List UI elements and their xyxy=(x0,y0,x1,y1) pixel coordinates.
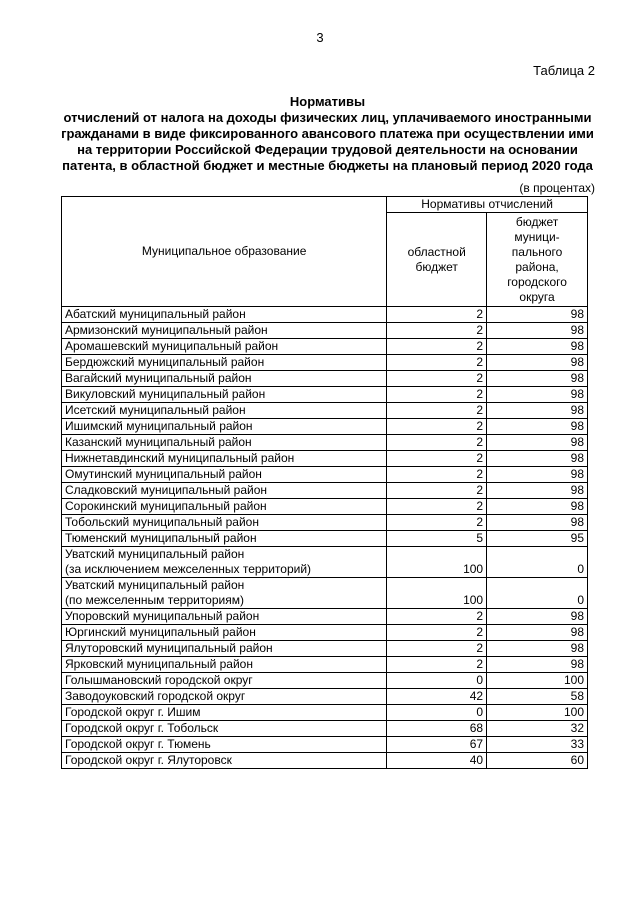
regional-budget-value: 40 xyxy=(387,753,487,769)
regional-budget-value: 2 xyxy=(387,339,487,355)
municipality-name: Городской округ г. Тюмень xyxy=(62,737,387,753)
municipal-budget-value: 95 xyxy=(487,531,588,547)
regional-budget-value: 0 xyxy=(387,673,487,689)
municipality-name: Упоровский муниципальный район xyxy=(62,609,387,625)
document-title xyxy=(40,94,615,174)
municipal-budget-value: 98 xyxy=(487,403,588,419)
table-row xyxy=(62,737,588,753)
regional-budget-value: 2 xyxy=(387,419,487,435)
municipal-budget-value: 98 xyxy=(487,657,588,673)
municipal-budget-value: 98 xyxy=(487,625,588,641)
municipality-name: Абатский муниципальный район xyxy=(62,307,387,323)
regional-budget-value: 42 xyxy=(387,689,487,705)
table-row xyxy=(62,355,588,371)
municipal-budget-value: 98 xyxy=(487,515,588,531)
regional-budget-value: 2 xyxy=(387,451,487,467)
municipal-budget-value: 98 xyxy=(487,355,588,371)
municipality-name: Городской округ г. Тобольск xyxy=(62,721,387,737)
table-row xyxy=(62,673,588,689)
regional-budget-value: 2 xyxy=(387,641,487,657)
municipal-budget-value: 98 xyxy=(487,339,588,355)
table-row xyxy=(62,753,588,769)
table-row xyxy=(62,403,588,419)
header-norms: Нормативы отчислений xyxy=(387,197,588,213)
table-row xyxy=(62,689,588,705)
regional-budget-value: 2 xyxy=(387,403,487,419)
regional-budget-value: 2 xyxy=(387,609,487,625)
norms-table xyxy=(61,196,588,769)
municipality-name: Омутинский муниципальный район xyxy=(62,467,387,483)
municipality-name: Исетский муниципальный район xyxy=(62,403,387,419)
table-label: Таблица 2 xyxy=(533,63,595,78)
municipality-name: Викуловский муниципальный район xyxy=(62,387,387,403)
regional-budget-value: 2 xyxy=(387,499,487,515)
municipality-name: Тюменский муниципальный район xyxy=(62,531,387,547)
municipal-budget-value: 98 xyxy=(487,371,588,387)
municipality-name: Сорокинский муниципальный район xyxy=(62,499,387,515)
regional-budget-value: 2 xyxy=(387,307,487,323)
municipal-budget-value: 33 xyxy=(487,737,588,753)
table-row xyxy=(62,467,588,483)
municipal-budget-value: 98 xyxy=(487,451,588,467)
regional-budget-value: 68 xyxy=(387,721,487,737)
regional-budget-value: 100 xyxy=(387,578,487,609)
page-number: 3 xyxy=(316,30,324,45)
municipal-budget-value: 98 xyxy=(487,419,588,435)
title-line: на территории Российской Федерации трудовой деятельности на основании xyxy=(77,142,578,157)
municipal-budget-value: 98 xyxy=(487,483,588,499)
municipal-budget-value: 98 xyxy=(487,641,588,657)
table-row xyxy=(62,641,588,657)
regional-budget-value: 2 xyxy=(387,483,487,499)
municipality-name: Голышмановский городской округ xyxy=(62,673,387,689)
municipality-name: Аромашевский муниципальный район xyxy=(62,339,387,355)
regional-budget-value: 2 xyxy=(387,657,487,673)
municipality-name: Сладковский муниципальный район xyxy=(62,483,387,499)
unit-note: (в процентах) xyxy=(519,181,595,195)
table-row xyxy=(62,307,588,323)
municipality-name: Тобольский муниципальный район xyxy=(62,515,387,531)
table-row xyxy=(62,547,588,578)
title-line: патента, в областной бюджет и местные бюджеты на плановый период 2020 года xyxy=(62,158,593,173)
table-body xyxy=(62,307,588,769)
municipal-budget-value: 100 xyxy=(487,673,588,689)
municipality-name: Казанский муниципальный район xyxy=(62,435,387,451)
municipal-budget-value: 32 xyxy=(487,721,588,737)
municipality-name: Ялуторовский муниципальный район xyxy=(62,641,387,657)
municipal-budget-value: 98 xyxy=(487,499,588,515)
municipality-name: Юргинский муниципальный район xyxy=(62,625,387,641)
table-row xyxy=(62,371,588,387)
municipal-budget-value: 98 xyxy=(487,467,588,483)
table-row xyxy=(62,578,588,609)
table-row xyxy=(62,499,588,515)
municipal-budget-value: 60 xyxy=(487,753,588,769)
municipal-budget-value: 0 xyxy=(487,578,588,609)
regional-budget-value: 2 xyxy=(387,355,487,371)
header-regional-budget: областной бюджет xyxy=(387,213,487,307)
municipal-budget-value: 98 xyxy=(487,307,588,323)
municipality-name: Городской округ г. Ялуторовск xyxy=(62,753,387,769)
regional-budget-value: 0 xyxy=(387,705,487,721)
regional-budget-value: 2 xyxy=(387,371,487,387)
municipal-budget-value: 58 xyxy=(487,689,588,705)
municipality-name: Уватский муниципальный район (по межселенным территориям) xyxy=(62,578,387,609)
municipal-budget-value: 98 xyxy=(487,323,588,339)
municipal-budget-value: 100 xyxy=(487,705,588,721)
table-row xyxy=(62,625,588,641)
regional-budget-value: 2 xyxy=(387,387,487,403)
table-row xyxy=(62,339,588,355)
table-row xyxy=(62,531,588,547)
municipality-name: Армизонский муниципальный район xyxy=(62,323,387,339)
table-row xyxy=(62,451,588,467)
regional-budget-value: 2 xyxy=(387,467,487,483)
table-row xyxy=(62,419,588,435)
table-row xyxy=(62,609,588,625)
title-line: гражданами в виде фиксированного авансового платежа при осуществлении ими xyxy=(61,126,594,141)
regional-budget-value: 2 xyxy=(387,515,487,531)
table-row xyxy=(62,515,588,531)
municipal-budget-value: 98 xyxy=(487,387,588,403)
municipal-budget-value: 0 xyxy=(487,547,588,578)
title-line: отчислений от налога на доходы физических лиц, уплачиваемого иностранными xyxy=(63,110,592,125)
table-row xyxy=(62,657,588,673)
title-line: Нормативы xyxy=(289,94,366,109)
table-row xyxy=(62,387,588,403)
regional-budget-value: 100 xyxy=(387,547,487,578)
municipality-name: Заводоуковский городской округ xyxy=(62,689,387,705)
municipality-name: Городской округ г. Ишим xyxy=(62,705,387,721)
regional-budget-value: 5 xyxy=(387,531,487,547)
regional-budget-value: 2 xyxy=(387,625,487,641)
table-row xyxy=(62,483,588,499)
municipality-name: Нижнетавдинский муниципальный район xyxy=(62,451,387,467)
table-row xyxy=(62,721,588,737)
municipality-name: Ишимский муниципальный район xyxy=(62,419,387,435)
regional-budget-value: 2 xyxy=(387,323,487,339)
header-municipal-budget: бюджет муници-пального района, городского округа xyxy=(487,213,588,307)
municipality-name: Ярковский муниципальный район xyxy=(62,657,387,673)
municipal-budget-value: 98 xyxy=(487,609,588,625)
table-row xyxy=(62,705,588,721)
municipal-budget-value: 98 xyxy=(487,435,588,451)
table-row xyxy=(62,435,588,451)
municipality-name: Вагайский муниципальный район xyxy=(62,371,387,387)
regional-budget-value: 67 xyxy=(387,737,487,753)
header-municipality: Муниципальное образование xyxy=(62,197,387,307)
table-row xyxy=(62,323,588,339)
regional-budget-value: 2 xyxy=(387,435,487,451)
municipality-name: Бердюжский муниципальный район xyxy=(62,355,387,371)
municipality-name: Уватский муниципальный район (за исключением межселенных территорий) xyxy=(62,547,387,578)
